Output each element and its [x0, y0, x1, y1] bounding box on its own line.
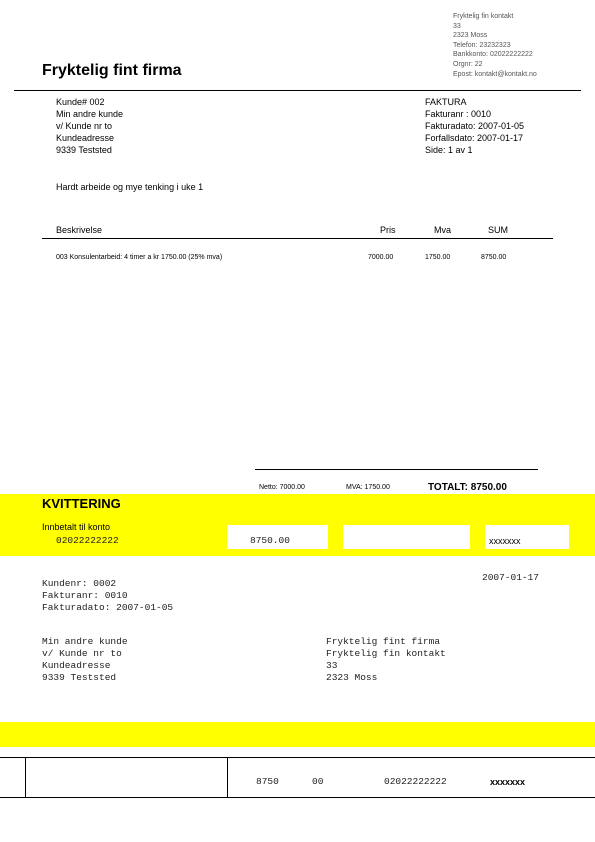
- col-header-vat: Mva: [434, 225, 452, 235]
- payment-ref: xxxxxxx: [490, 777, 526, 787]
- payment-kroner: 8750: [256, 776, 279, 787]
- customer-line: Kunde# 002: [56, 97, 105, 107]
- payee-line: 2323 Moss: [326, 672, 378, 683]
- customer-line: v/ Kunde nr to: [56, 121, 113, 131]
- header-divider: [14, 90, 581, 91]
- contact-line: Epost: kontakt@kontakt.no: [453, 70, 537, 78]
- col-header-sum: SUM: [488, 225, 508, 235]
- invoice-info-block: [425, 96, 524, 156]
- col-header-price: Pris: [380, 225, 396, 235]
- payment-line-top: [0, 757, 595, 758]
- customer-line: Min andre kunde: [56, 109, 124, 119]
- contact-line: Telefon: 23232323: [453, 41, 511, 49]
- payer-block: [42, 636, 128, 684]
- invoice-title: FAKTURA: [425, 97, 467, 107]
- customer-line: Kundeadresse: [56, 133, 115, 143]
- grand-total: TOTALT: 8750.00: [428, 482, 507, 493]
- customer-block: [56, 96, 123, 156]
- payment-ore: 00: [312, 776, 324, 787]
- payment-line-bottom: [0, 797, 595, 798]
- vat-total: MVA: 1750.00: [346, 484, 390, 491]
- payer-line: Kundeadresse: [42, 660, 111, 671]
- table-header-divider: [42, 238, 553, 239]
- payment-divider-left: [25, 757, 26, 797]
- invoice-date: Fakturadato: 2007-01-05: [425, 121, 525, 131]
- receipt-info-line: Fakturadato: 2007-01-05: [42, 602, 174, 613]
- receipt-amount: 8750.00: [250, 535, 290, 546]
- receipt-info-line: Kundenr: 0002: [42, 578, 117, 589]
- payment-divider-mid: [227, 757, 228, 797]
- customer-line: 9339 Teststed: [56, 145, 112, 155]
- contact-line: Fryktelig fin kontakt: [453, 13, 514, 20]
- row-description: 003 Konsulentarbeid: 4 timer a kr 1750.00 (25% mva): [56, 254, 223, 261]
- receipt-due-date: 2007-01-17: [482, 572, 540, 583]
- empty-box: [343, 525, 470, 549]
- receipt-info-block: [42, 578, 173, 614]
- payee-line: Fryktelig fin kontakt: [326, 648, 446, 659]
- col-header-description: Beskrivelse: [56, 225, 103, 235]
- row-sum: 8750.00: [481, 254, 507, 261]
- payment-account: 02022222222: [384, 776, 447, 787]
- payee-line: 33: [326, 660, 338, 671]
- row-price: 7000.00: [368, 254, 394, 261]
- receipt-ref: xxxxxxx: [489, 536, 521, 546]
- paid-to-label: Innbetalt til konto: [42, 522, 111, 532]
- company-name: Fryktelig fint firma: [42, 62, 182, 79]
- payer-line: Min andre kunde: [42, 636, 128, 647]
- contact-line: 33: [453, 22, 461, 30]
- payee-line: Fryktelig fint firma: [326, 636, 441, 647]
- row-vat: 1750.00: [425, 254, 451, 261]
- payment-band: [0, 722, 595, 747]
- payer-line: 9339 Teststed: [42, 672, 117, 683]
- payer-line: v/ Kunde nr to: [42, 648, 122, 659]
- contact-line: Orgnr: 22: [453, 60, 483, 68]
- totals-divider: [255, 469, 538, 470]
- due-date: Forfallsdato: 2007-01-17: [425, 133, 524, 143]
- company-contact-block: [453, 12, 537, 79]
- payee-block: [326, 636, 446, 684]
- page-info: Side: 1 av 1: [425, 145, 473, 155]
- netto-total: Netto: 7000.00: [259, 484, 305, 491]
- invoice-number: Fakturanr : 0010: [425, 109, 492, 119]
- receipt-info-line: Fakturanr: 0010: [42, 590, 128, 601]
- invoice-note: Hardt arbeide og mye tenking i uke 1: [56, 182, 204, 192]
- receipt-title: KVITTERING: [42, 496, 121, 511]
- contact-line: 2323 Moss: [453, 32, 488, 40]
- receipt-account: 02022222222: [56, 535, 119, 546]
- contact-line: Bankkonto: 02022222222: [453, 51, 533, 59]
